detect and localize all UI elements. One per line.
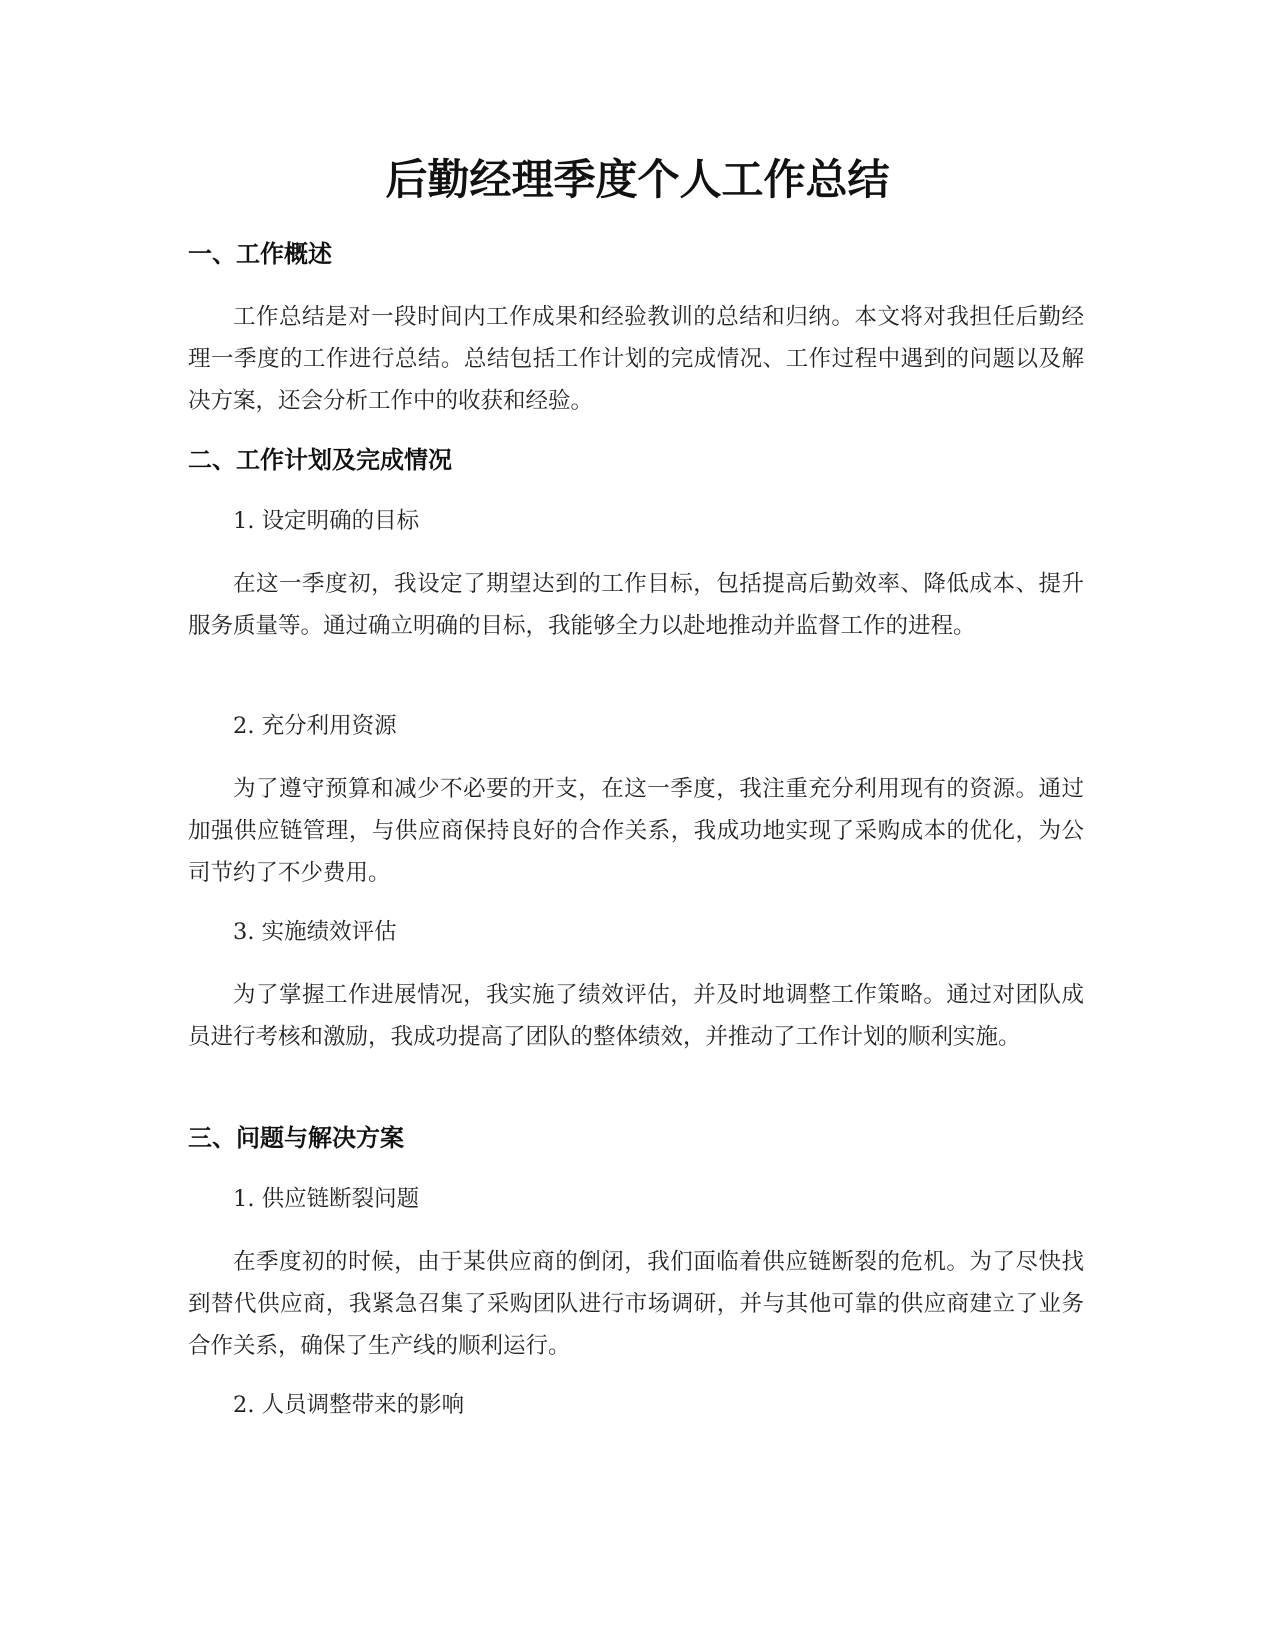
subitem-label-goals: 1. 设定明确的目标 <box>233 508 420 534</box>
subitem-label-resources: 2. 充分利用资源 <box>233 713 397 739</box>
document-title: 后勤经理季度个人工作总结 <box>385 155 890 204</box>
subitem-label-staffing: 2. 人员调整带来的影响 <box>233 1392 465 1418</box>
subitem-paragraph-supply-chain: 在季度初的时候，由于某供应商的倒闭，我们面临着供应链断裂的危机。为了尽快找到替代供应商，我紧急召集了采购团队进行市场调研，并与其他可靠的供应商建立了业务合作关系，确保了生产线的顺利运行。 <box>188 1249 1084 1359</box>
subitem-label-performance: 3. 实施绩效评估 <box>233 919 397 945</box>
subitem-label-supply-chain: 1. 供应链断裂问题 <box>233 1186 420 1212</box>
subitem-paragraph-goals: 在这一季度初，我设定了期望达到的工作目标，包括提高后勤效率、降低成本、提升服务质量等。通过确立明确的目标，我能够全力以赴地推动并监督工作的进程。 <box>188 571 1084 639</box>
section-paragraph-overview: 工作总结是对一段时间内工作成果和经验教训的总结和归纳。本文将对我担任后勤经理一季度的工作进行总结。总结包括工作计划的完成情况、工作过程中遇到的问题以及解决方案，还会分析工作中的收获和经验。 <box>188 304 1084 414</box>
section-heading-overview: 一、工作概述 <box>188 240 332 268</box>
section-heading-plan: 二、工作计划及完成情况 <box>188 446 452 474</box>
subitem-paragraph-resources: 为了遵守预算和减少不必要的开支，在这一季度，我注重充分利用现有的资源。通过加强供应链管理，与供应商保持良好的合作关系，我成功地实现了采购成本的优化，为公司节约了不少费用。 <box>188 776 1084 886</box>
section-heading-problems: 三、问题与解决方案 <box>188 1124 404 1152</box>
subitem-paragraph-performance: 为了掌握工作进展情况，我实施了绩效评估，并及时地调整工作策略。通过对团队成员进行考核和激励，我成功提高了团队的整体绩效，并推动了工作计划的顺利实施。 <box>188 982 1084 1050</box>
